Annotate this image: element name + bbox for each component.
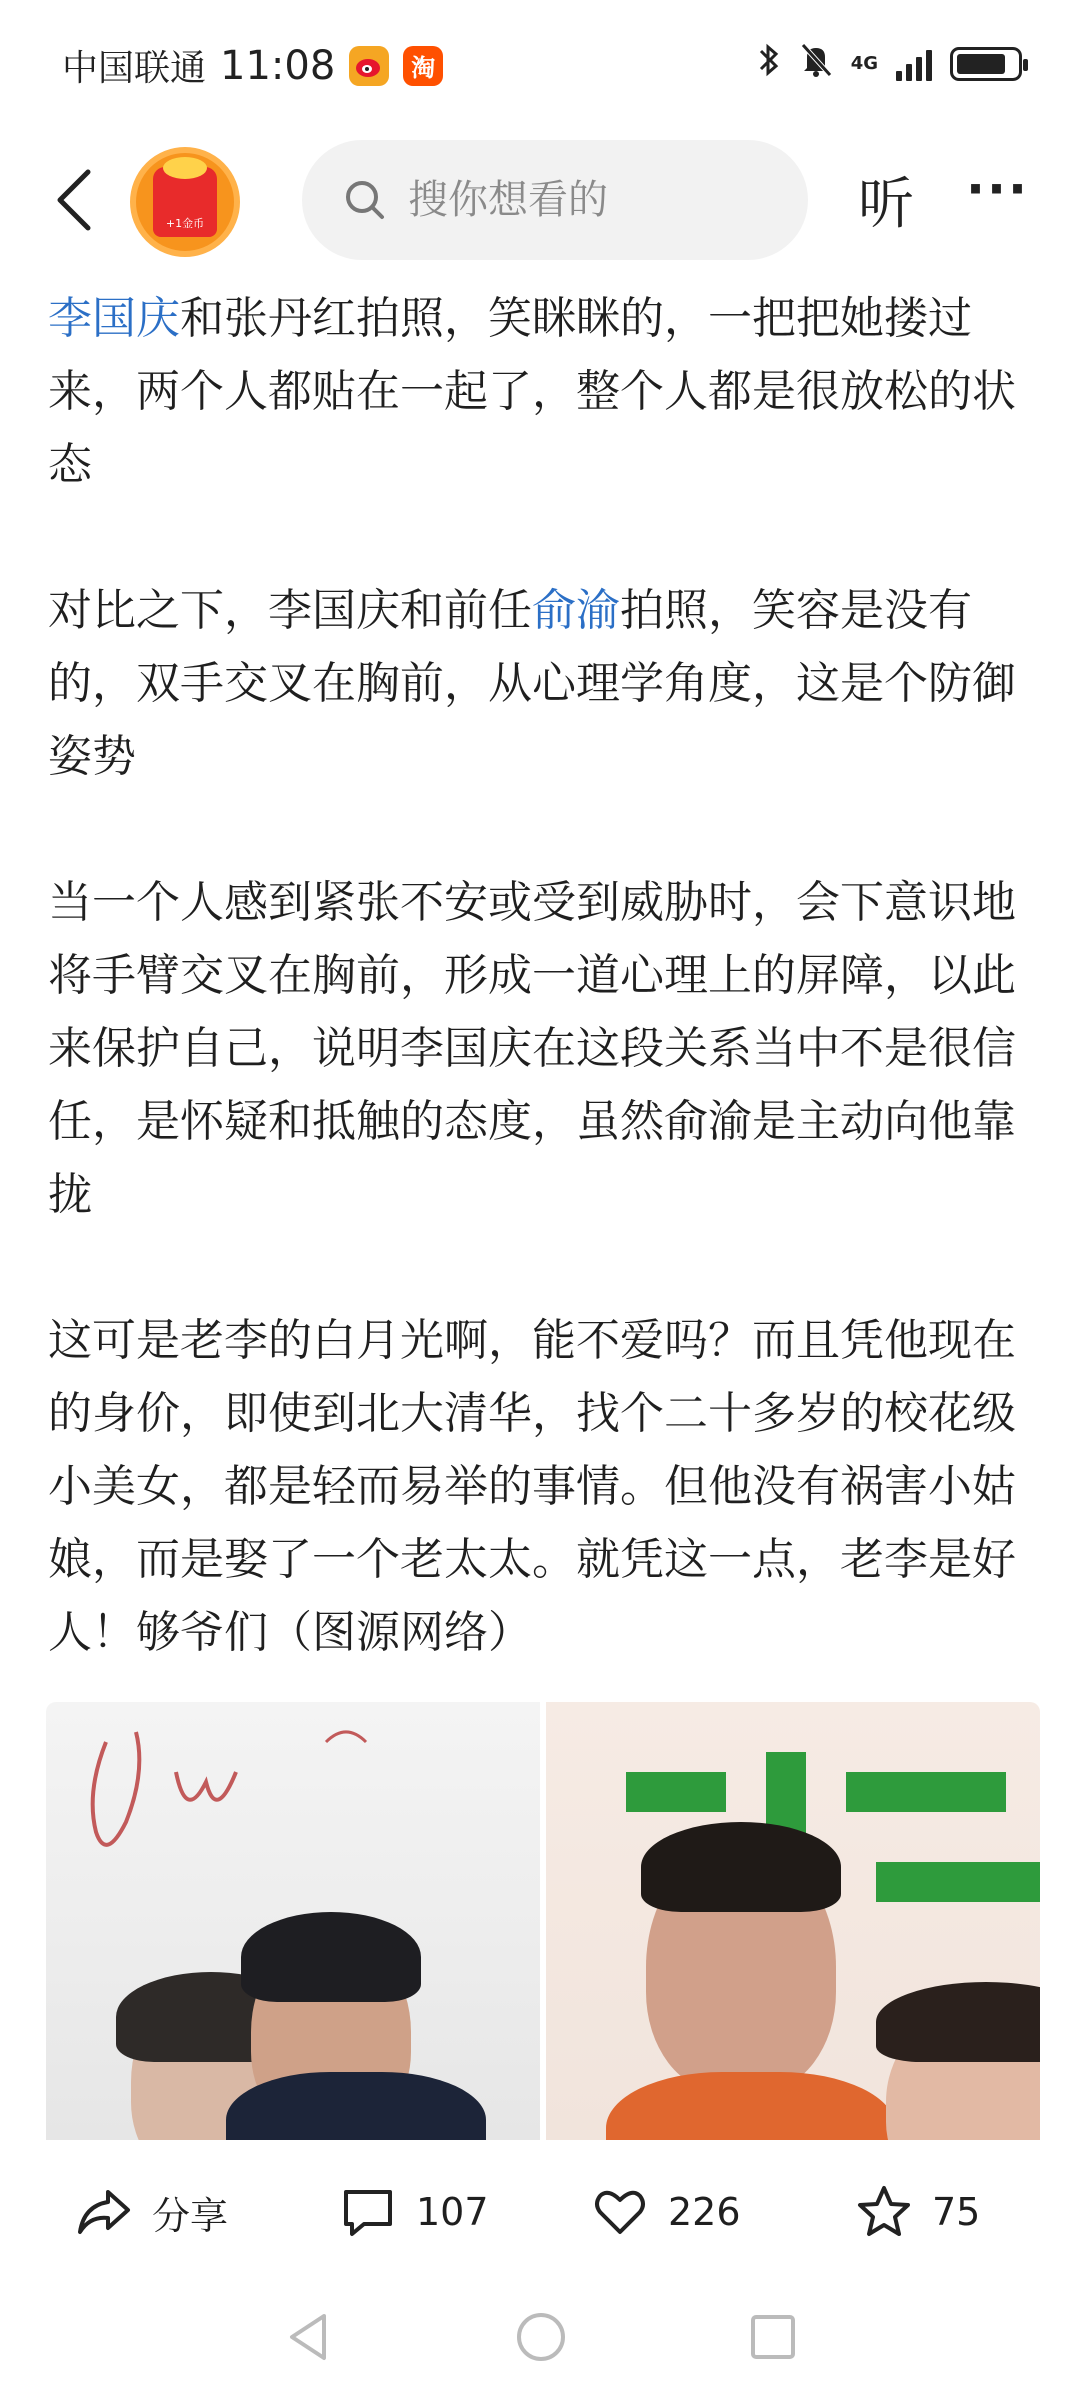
chevron-left-icon [52, 168, 96, 232]
person-link[interactable]: 俞渝 [532, 585, 620, 636]
search-bar[interactable] [302, 140, 808, 260]
like-button[interactable] [592, 2184, 741, 2240]
action-bar [0, 2140, 1080, 2290]
article-body [48, 282, 1032, 1669]
heart-icon [592, 2184, 648, 2240]
article-paragraph [48, 282, 1032, 501]
photo-person [606, 2072, 896, 2140]
share-label: 分享 [152, 2193, 229, 2238]
listen-button[interactable]: 听 [858, 172, 914, 237]
star-icon [856, 2184, 912, 2240]
signature-decoration [66, 1712, 426, 1872]
photo-couple-right[interactable] [546, 1702, 1040, 2140]
bluetooth-icon [757, 42, 781, 86]
clock-time: 11:08 [220, 42, 336, 89]
nav-home-button[interactable] [506, 2302, 576, 2372]
comment-count: 107 [416, 2190, 489, 2234]
comment-button[interactable] [340, 2184, 489, 2240]
share-button[interactable] [76, 2184, 228, 2240]
square-recents-icon [746, 2310, 800, 2364]
status-bar-right [757, 42, 1022, 86]
mute-bell-icon [799, 42, 833, 86]
triangle-back-icon [282, 2310, 336, 2364]
paragraph-text: 拍照，笑容是没有的，双手交叉在胸前，从心理学角度，这是个防御姿势 [48, 585, 1016, 782]
weibo-icon [349, 46, 389, 86]
circle-home-icon [514, 2310, 568, 2364]
search-icon [342, 177, 388, 223]
carrier-label: 中国联通 [62, 48, 207, 89]
favorite-button[interactable] [856, 2184, 980, 2240]
network-type: 4G [850, 53, 878, 74]
paragraph-text: 和张丹红拍照，笑眯眯的，一把把她搂过来，两个人都贴在一起了，整个人都是很放松的状态 [48, 293, 1016, 490]
photo-couple-left[interactable] [46, 1702, 540, 2140]
nav-back-button[interactable] [274, 2302, 344, 2372]
red-packet-icon [153, 167, 217, 237]
article-paragraph: 当一个人感到紧张不安或受到威胁时，会下意识地将手臂交叉在胸前，形成一道心理上的屏障，以此来保护自己，说明李国庆在这段关系当中不是很信任，是怀疑和抵触的态度，虽然俞渝是主动向他靠拢 [48, 877, 1016, 1220]
photo-person [241, 1912, 421, 2002]
person-link[interactable]: 李国庆 [48, 293, 180, 344]
like-count: 226 [668, 2190, 741, 2234]
more-options-button[interactable]: ··· [966, 160, 1029, 218]
share-icon [76, 2184, 132, 2240]
article-paragraph: 这可是老李的白月光啊，能不爱吗？而且凭他现在的身价，即使到北大清华，找个二十多岁的校花级小美女，都是轻而易举的事情。但他没有祸害小姑娘，而是娶了一个老太太。就凭这一点，老李是好人！够爷们（图源网络） [48, 1315, 1016, 1658]
article-images [46, 1702, 1040, 2140]
nav-recents-button[interactable] [738, 2302, 808, 2372]
coin-reward-avatar[interactable] [130, 147, 240, 257]
signal-icon [896, 47, 932, 81]
status-bar [0, 0, 1080, 130]
status-bar-left [62, 40, 443, 91]
favorite-count: 75 [932, 2190, 981, 2234]
reward-badge-label: +1金币 [165, 217, 205, 230]
search-input[interactable] [408, 177, 768, 223]
photo-person [641, 1822, 841, 1912]
article-paragraph [48, 574, 1032, 793]
top-header [0, 130, 1080, 270]
photo-person [876, 1982, 1040, 2062]
back-button[interactable] [44, 160, 104, 240]
battery-icon [950, 47, 1022, 81]
comment-icon [340, 2184, 396, 2240]
photo-person [226, 2072, 486, 2140]
taobao-icon: 淘 [403, 46, 443, 86]
paragraph-text: 对比之下，李国庆和前任 [48, 585, 532, 636]
system-nav-bar [0, 2290, 1080, 2388]
